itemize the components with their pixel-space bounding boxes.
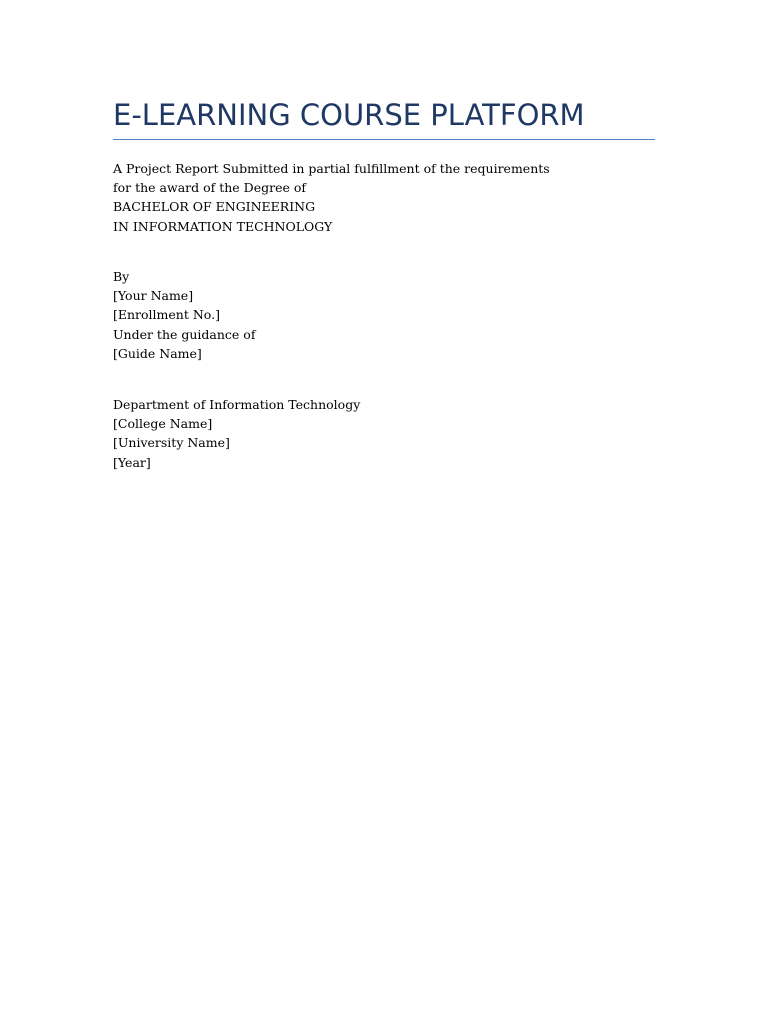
intro-line-submission: A Project Report Submitted in partial fulfillment of the requirements	[113, 161, 550, 176]
college-name: [College Name]	[113, 416, 213, 432]
guidance-label: Under the guidance of	[113, 326, 256, 342]
title-underline-divider	[113, 139, 655, 140]
intro-line-branch: IN INFORMATION TECHNOLOGY	[113, 218, 333, 234]
by-label: By	[113, 269, 130, 284]
university-name: [University Name]	[113, 435, 230, 451]
guide-name: [Guide Name]	[113, 345, 202, 361]
year: [Year]	[113, 454, 151, 470]
institution-block	[113, 395, 360, 472]
intro-line-degree: BACHELOR OF ENGINEERING	[113, 199, 316, 215]
department-name: Department of Information Technology	[113, 397, 361, 412]
author-block	[113, 267, 255, 363]
enrollment-number: [Enrollment No.]	[113, 307, 220, 323]
author-name: [Your Name]	[113, 288, 194, 304]
document-title: E-LEARNING COURSE PLATFORM	[113, 98, 585, 132]
intro-line-award: for the award of the Degree of	[113, 180, 306, 196]
report-intro-block	[113, 159, 550, 236]
